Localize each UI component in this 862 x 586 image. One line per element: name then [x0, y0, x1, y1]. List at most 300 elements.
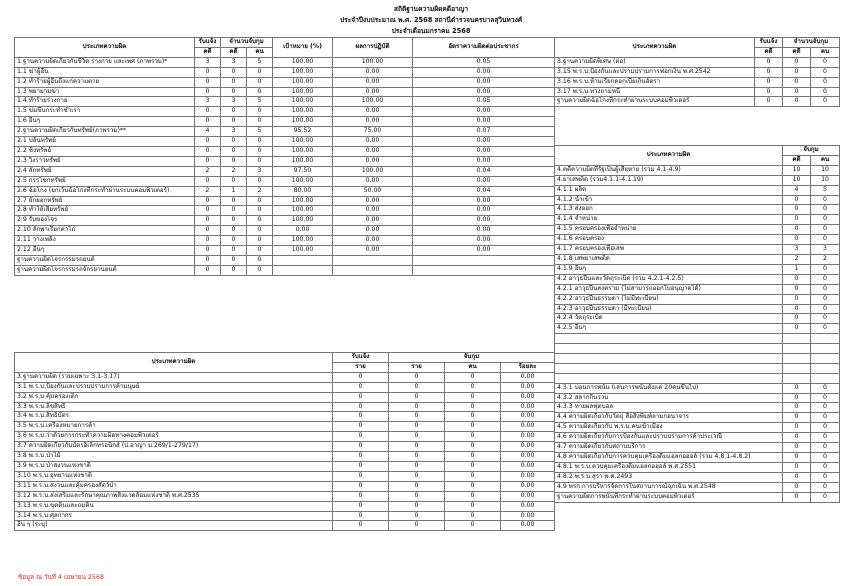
row-value: 0: [247, 255, 273, 265]
row-value: 0: [783, 205, 811, 215]
table-special-crimes: [554, 37, 840, 107]
row-label: 4.1.5 ครอบครองเพื่อจำหน่าย: [555, 225, 783, 235]
table-row: [15, 206, 555, 216]
row-value: 100.00: [273, 137, 333, 147]
row-label: 4.2.2 อาวุธปืนธรรมดา (ไม่มีทะเบียน): [555, 294, 783, 304]
row-label: 2.5 กรรโชกทรัพย์: [15, 176, 195, 186]
row-value: 0.00: [413, 246, 555, 256]
header-report: รับแจ้ง: [333, 353, 389, 363]
row-value: 0: [811, 284, 840, 294]
row-label: 3.7 ความผิดเกี่ยวกับบัตรอิเล็กทรอนิกส์ (ป.อาญา ม.269/1-279/17): [15, 442, 333, 452]
row-value: 0.00: [333, 226, 413, 236]
row-value: [811, 334, 840, 344]
row-value: 0: [333, 392, 389, 402]
row-value: 0: [783, 423, 811, 433]
row-value: 5: [247, 57, 273, 67]
row-value: 3: [783, 245, 811, 255]
header-type: ประเภทความผิด: [555, 146, 783, 166]
table-row: [555, 67, 840, 77]
row-label: ฐานความผิดโจรกรรมรถยนต์: [15, 255, 195, 265]
row-value: 0.00: [413, 206, 555, 216]
row-value: 0.00: [501, 382, 555, 392]
row-label: [555, 334, 783, 344]
row-label: 4.7 ความผิดเกี่ยวกับสถานบริการ: [555, 443, 783, 453]
header-case: คดี: [755, 47, 783, 57]
table-row: [15, 382, 555, 392]
table-row: [555, 482, 840, 492]
row-value: 0.00: [501, 402, 555, 412]
row-value: [811, 344, 840, 354]
row-value: 0: [333, 412, 389, 422]
row-value: 0: [389, 461, 445, 471]
row-label: [555, 373, 783, 383]
row-label: 1.6 อื่นๆ: [15, 117, 195, 127]
row-value: 0: [221, 137, 247, 147]
row-label: 4.1.3 ส่งออก: [555, 205, 783, 215]
row-value: 0.00: [413, 216, 555, 226]
row-value: 0: [333, 521, 389, 531]
row-value: 0: [389, 521, 445, 531]
row-value: 0: [221, 107, 247, 117]
row-value: 0: [333, 461, 389, 471]
row-value: 100.00: [273, 216, 333, 226]
row-label: [555, 363, 783, 373]
row-value: 0: [445, 521, 501, 531]
row-value: 0: [811, 264, 840, 274]
row-value: 0.00: [413, 236, 555, 246]
row-value: 100.00: [273, 146, 333, 156]
row-value: 0.00: [501, 422, 555, 432]
row-value: 0: [389, 412, 445, 422]
header-ratio: อัตราความผิดต่อประชากร: [413, 38, 555, 58]
row-value: 0: [195, 87, 221, 97]
header-report: รับแจ้ง: [195, 38, 221, 48]
row-value: 0: [333, 491, 389, 501]
row-value: 0.00: [413, 67, 555, 77]
row-value: 0.00: [501, 372, 555, 382]
table-row: [15, 246, 555, 256]
row-value: 0: [783, 482, 811, 492]
row-value: 0.00: [333, 137, 413, 147]
row-value: 0: [783, 57, 811, 67]
row-label: 3.16 พ.ร.บ.ห้ามเรียกดอกเบี้ยเกินอัตรา: [555, 77, 755, 87]
row-value: 0.00: [333, 87, 413, 97]
row-value: 0.00: [273, 226, 333, 236]
row-value: 0: [195, 255, 221, 265]
row-value: 3: [195, 97, 221, 107]
row-value: 0: [783, 472, 811, 482]
row-label: 3.13 พ.ร.บ.ขุดดินและถมดิน: [15, 501, 333, 511]
row-label: [555, 354, 783, 364]
row-label: ฐานความผิดโจรกรรมรถจักรยานยนต์: [15, 265, 195, 275]
row-value: 0: [811, 462, 840, 472]
row-value: 10: [783, 175, 811, 185]
row-value: 0.00: [501, 511, 555, 521]
row-value: 0: [333, 471, 389, 481]
row-value: 0: [783, 393, 811, 403]
row-label: 3.14 พ.ร.บ.ศุลกากร: [15, 511, 333, 521]
row-value: 0: [811, 314, 840, 324]
table-row: [555, 423, 840, 433]
table-row: [15, 521, 555, 531]
row-value: 0.00: [333, 206, 413, 216]
table-row: [555, 354, 840, 364]
header-target: เป้าหมาย (%): [273, 38, 333, 58]
row-value: 0: [247, 137, 273, 147]
row-label: 3.9 พ.ร.บ.ป่าสงวนแห่งชาติ: [15, 461, 333, 471]
row-value: 0: [783, 235, 811, 245]
row-value: 0.00: [413, 156, 555, 166]
header-case: คดี: [783, 47, 811, 57]
row-label: 4.2.4 วัตถุระเบิด: [555, 314, 783, 324]
row-value: 0.00: [501, 491, 555, 501]
row-value: 0: [783, 403, 811, 413]
row-value: 0: [221, 255, 247, 265]
row-value: 0: [811, 57, 840, 67]
row-value: 100.00: [273, 77, 333, 87]
table-row: [15, 216, 555, 226]
row-value: 0: [333, 452, 389, 462]
row-value: 0: [811, 225, 840, 235]
header-percent: ร้อยละ: [501, 362, 555, 372]
row-value: 0: [755, 87, 783, 97]
row-value: 0: [445, 501, 501, 511]
table-row: [15, 186, 555, 196]
row-value: 3: [811, 245, 840, 255]
row-value: 3: [247, 166, 273, 176]
row-value: 0.00: [413, 117, 555, 127]
table-row: [555, 254, 840, 264]
row-value: 0: [783, 314, 811, 324]
row-value: 0.04: [413, 186, 555, 196]
row-value: 0: [783, 462, 811, 472]
row-value: 0: [811, 205, 840, 215]
table-row: [15, 265, 555, 275]
row-label: 2.2 ชิงทรัพย์: [15, 146, 195, 156]
row-value: 0: [333, 382, 389, 392]
row-value: 0.00: [413, 146, 555, 156]
table-row: [555, 225, 840, 235]
table-row: [15, 432, 555, 442]
row-value: 0.00: [413, 137, 555, 147]
row-value: 0.00: [333, 176, 413, 186]
row-value: 0: [783, 383, 811, 393]
row-label: 2.1 ปล้นทรัพย์: [15, 137, 195, 147]
row-value: 1: [221, 186, 247, 196]
row-value: 100.00: [273, 206, 333, 216]
row-value: 0: [783, 304, 811, 314]
table-row: [555, 462, 840, 472]
row-value: 3: [221, 57, 247, 67]
row-value: 0: [195, 206, 221, 216]
row-label: 4.1.7 ครอบครองเพื่อเสพ: [555, 245, 783, 255]
row-value: 0.00: [501, 461, 555, 471]
table-row: [15, 117, 555, 127]
table-row: [15, 226, 555, 236]
row-value: 0.00: [501, 392, 555, 402]
row-value: 0: [247, 117, 273, 127]
row-value: 0: [247, 146, 273, 156]
table-row: [15, 481, 555, 491]
row-value: 0: [389, 511, 445, 521]
table-row: [15, 137, 555, 147]
row-label: 3.1 พ.ร.บ.ป้องกันและปราบปรามการค้ามนุษย์: [15, 382, 333, 392]
row-value: 0: [783, 413, 811, 423]
row-value: 0: [389, 382, 445, 392]
row-value: 0.00: [333, 196, 413, 206]
row-value: 0: [783, 225, 811, 235]
row-value: [783, 354, 811, 364]
row-value: 0.00: [501, 471, 555, 481]
row-label: 4.5 ความผิดเกี่ยวกับ พ.ร.บ.คนเข้าเมือง: [555, 423, 783, 433]
row-value: [783, 334, 811, 344]
row-label: 4.2 อาวุธปืนและวัตถุระเบิด (รวม 4.2.1-4.2.5): [555, 274, 783, 284]
row-value: 100.00: [273, 156, 333, 166]
row-label: 4.3.2 สลากกินรวบ: [555, 393, 783, 403]
row-value: 0: [195, 216, 221, 226]
table-row: [555, 87, 840, 97]
header-person: คน: [445, 362, 501, 372]
row-value: 0: [445, 422, 501, 432]
row-value: 0: [195, 117, 221, 127]
row-value: 0: [811, 383, 840, 393]
table-row: [15, 127, 555, 137]
row-value: 0: [389, 442, 445, 452]
table-row: [555, 373, 840, 383]
row-label: 3.2 พ.ร.บ.คุ้มครองเด็ก: [15, 392, 333, 402]
row-value: 1: [783, 264, 811, 274]
row-value: 0: [195, 176, 221, 186]
row-value: 10: [811, 165, 840, 175]
row-value: 100.00: [333, 57, 413, 67]
row-value: 5: [811, 185, 840, 195]
row-value: 0: [445, 452, 501, 462]
table-row: [15, 176, 555, 186]
row-value: 0: [755, 67, 783, 77]
table-row: [15, 57, 555, 67]
row-value: [811, 363, 840, 373]
row-value: 0: [445, 442, 501, 452]
row-value: 0: [811, 413, 840, 423]
row-value: 0: [811, 97, 840, 107]
table-row: [555, 443, 840, 453]
row-value: 0: [811, 195, 840, 205]
table-row: [15, 442, 555, 452]
row-value: 0: [445, 372, 501, 382]
row-label: 2.7 ยักยอกทรัพย์: [15, 196, 195, 206]
row-value: 0.00: [333, 117, 413, 127]
row-value: 0.00: [333, 107, 413, 117]
header-arrest: จับกุม: [783, 146, 840, 156]
table-row: [15, 402, 555, 412]
row-label: 4.9 พรก.การบริหารจัดการในสถานการณ์ฉุกเฉิน พ.ศ.2548: [555, 482, 783, 492]
row-value: 0: [783, 284, 811, 294]
row-value: 0: [811, 393, 840, 403]
row-value: 0: [247, 176, 273, 186]
row-value: 2: [247, 186, 273, 196]
row-label: 2.ฐานความผิดเกี่ยวกับทรัพย์(ภาพรวม)**: [15, 127, 195, 137]
row-value: 2: [221, 166, 247, 176]
row-value: 0: [811, 423, 840, 433]
header-arrest: จับกุม: [389, 353, 555, 363]
row-value: 0: [389, 422, 445, 432]
row-value: 0: [333, 402, 389, 412]
row-label: 3.4 พ.ร.บ.สิทธิบัตร: [15, 412, 333, 422]
row-value: 0: [221, 265, 247, 275]
row-label: 1.1 ฆ่าผู้อื่น: [15, 67, 195, 77]
row-value: 0: [811, 304, 840, 314]
row-value: 0.00: [501, 481, 555, 491]
table-row: [555, 453, 840, 463]
row-label: 4.1.8 เสพยาเสพติด: [555, 254, 783, 264]
row-value: 0: [247, 236, 273, 246]
row-label: 4.1.2 นำเข้า: [555, 195, 783, 205]
row-value: 0: [333, 442, 389, 452]
row-value: 0.00: [333, 156, 413, 166]
table-row: [555, 393, 840, 403]
row-value: 0: [811, 87, 840, 97]
row-label: 3.8 พ.ร.บ.ป่าไม้: [15, 452, 333, 462]
row-value: 95.52: [273, 127, 333, 137]
row-value: 0: [221, 156, 247, 166]
row-value: 0: [221, 196, 247, 206]
row-value: 100.00: [273, 117, 333, 127]
row-label: 3.11 พ.ร.บ.สงวนและคุ้มครองสัตว์ป่า: [15, 481, 333, 491]
header-person: คน: [811, 47, 840, 57]
table-row: [15, 87, 555, 97]
row-value: 0: [445, 461, 501, 471]
row-value: 0: [333, 481, 389, 491]
report-subtitle: ประจำปีงบประมาณ พ.ศ. 2568 สถานีตำรวจนครบาลสุวินทวงศ์: [339, 16, 523, 24]
row-value: 0: [221, 206, 247, 216]
header-arrest: จำนวนจับกุม: [783, 38, 840, 48]
row-value: 0: [811, 453, 840, 463]
row-value: 0: [389, 491, 445, 501]
row-value: 100.00: [273, 97, 333, 107]
row-value: 0: [195, 236, 221, 246]
row-value: 2: [195, 166, 221, 176]
table-row: [15, 166, 555, 176]
row-value: [783, 373, 811, 383]
table-row: [555, 165, 840, 175]
row-label: ฐานความผิดฉ้อโกงที่กระทำผ่านระบบคอมพิวเตอร์: [555, 97, 755, 107]
table-row: [555, 363, 840, 373]
row-value: 0: [783, 195, 811, 205]
row-value: 0.00: [333, 146, 413, 156]
table-row: [555, 383, 840, 393]
table-row: [15, 372, 555, 382]
row-value: 0: [783, 294, 811, 304]
row-label: 1.2 ทำร้ายผู้อื่นถึงแก่ความตาย: [15, 77, 195, 87]
row-value: 0.00: [501, 412, 555, 422]
row-value: 0: [247, 67, 273, 77]
row-value: 0.00: [413, 77, 555, 87]
row-label: ฐานความผิดการพนันที่กระทำผ่านระบบคอมพิวเตอร์: [555, 492, 783, 502]
row-label: 2.6 ฉ้อโกง (ยกเว้นฉ้อโกงที่กระทำผ่านระบบคอมพิวเตอร์): [15, 186, 195, 196]
row-label: 4.8.2 พ.ร.บ.สุรา พ.ศ.2493: [555, 472, 783, 482]
row-value: 0: [333, 501, 389, 511]
row-value: 0: [195, 146, 221, 156]
row-value: 100.00: [273, 246, 333, 256]
row-value: 0.05: [413, 97, 555, 107]
table-row: [555, 294, 840, 304]
table-row: [555, 284, 840, 294]
row-value: 0: [811, 443, 840, 453]
table-row: [555, 433, 840, 443]
table-row: [15, 255, 555, 265]
row-label: 3.5 พ.ร.บ.เครื่องหมายการค้า: [15, 422, 333, 432]
table-row: [555, 403, 840, 413]
table-row: [15, 156, 555, 166]
row-value: 0: [221, 226, 247, 236]
table-row: [15, 511, 555, 521]
row-value: 0: [445, 382, 501, 392]
table-row: [15, 501, 555, 511]
row-value: 0: [783, 324, 811, 334]
row-label: 4.8.1 พ.ร.บ.ควบคุมเครื่องดื่มแอลกอฮอล์ พ.ศ.2551: [555, 462, 783, 472]
row-label: อื่น ๆ (ระบุ): [15, 521, 333, 531]
header-item: ราย: [333, 362, 389, 372]
table-row: [15, 392, 555, 402]
table-row: [555, 185, 840, 195]
table-row: [555, 57, 840, 67]
row-label: 4.1.1 ผลิต: [555, 185, 783, 195]
row-label: 4.1.6 ครอบครอง: [555, 235, 783, 245]
table-row: [15, 412, 555, 422]
row-label: 4.3.1 บ่อนการพนัน (เล่นการพนันตั้งแต่ 20คนขึ้นไป): [555, 383, 783, 393]
row-value: 0: [221, 216, 247, 226]
row-label: 4.1.4 จำหน่าย: [555, 215, 783, 225]
row-value: 0.00: [413, 176, 555, 186]
row-value: 0.00: [413, 107, 555, 117]
row-value: 100.00: [273, 196, 333, 206]
row-value: 80.00: [273, 186, 333, 196]
header-item: ราย: [389, 362, 445, 372]
row-value: 0.00: [333, 67, 413, 77]
header-type: ประเภทความผิด: [555, 38, 755, 58]
row-value: 0.00: [333, 246, 413, 256]
row-value: 0: [811, 235, 840, 245]
table-row: [555, 492, 840, 502]
row-value: 0: [389, 501, 445, 511]
table-row: [555, 205, 840, 215]
row-value: 0: [389, 432, 445, 442]
row-value: 0: [783, 274, 811, 284]
row-value: 0.00: [413, 226, 555, 236]
row-label: 4.2.5 อื่นๆ: [555, 324, 783, 334]
table-row: [15, 452, 555, 462]
row-value: 0: [811, 433, 840, 443]
row-value: [273, 265, 333, 275]
row-value: 0: [755, 77, 783, 87]
row-label: 2.10 ลักพาเรียกค่าไถ่: [15, 226, 195, 236]
table-row: [555, 304, 840, 314]
row-value: 0.00: [501, 521, 555, 531]
table-row: [15, 461, 555, 471]
row-value: 0: [811, 482, 840, 492]
row-value: 0: [811, 77, 840, 87]
row-label: 2.3 วิ่งราวทรัพย์: [15, 156, 195, 166]
row-value: 0: [445, 481, 501, 491]
row-value: 0: [195, 156, 221, 166]
row-value: 0: [195, 107, 221, 117]
row-value: 0: [811, 274, 840, 284]
row-label: 4.1.9 อื่นๆ: [555, 264, 783, 274]
header-type: ประเภทความผิด: [15, 353, 333, 373]
row-value: 0.04: [413, 166, 555, 176]
row-value: 0: [445, 432, 501, 442]
row-value: 10: [783, 165, 811, 175]
